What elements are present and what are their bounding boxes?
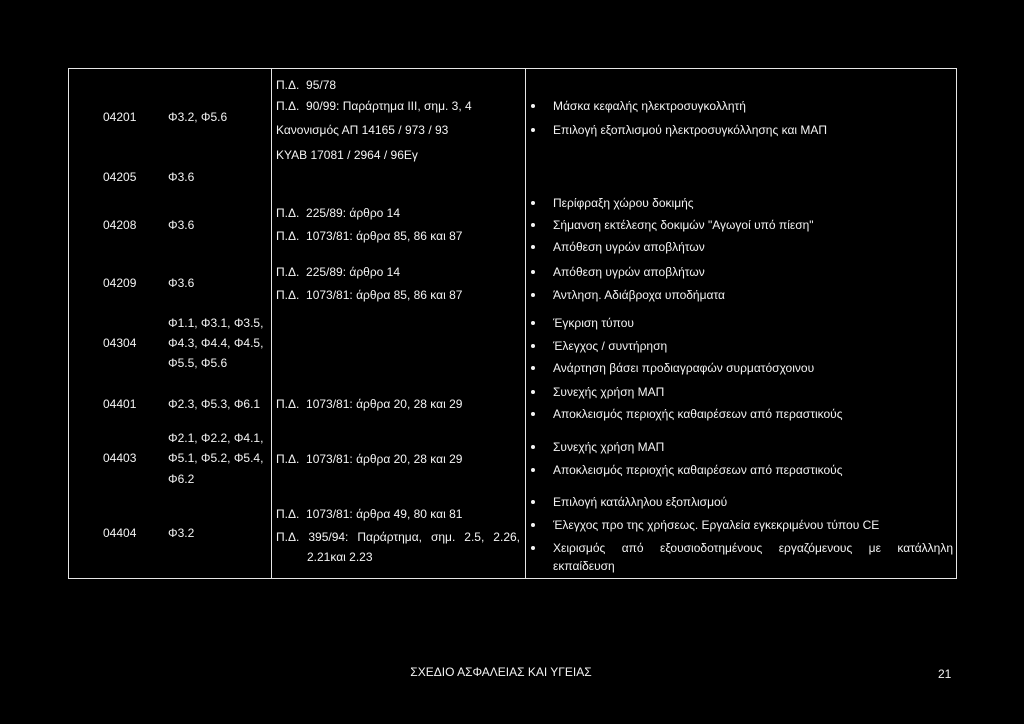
bullet-icon — [531, 500, 535, 504]
measure-item: Έλεγχος / συντήρηση — [553, 339, 668, 353]
row-code: 04208 — [103, 218, 137, 232]
column-divider — [525, 68, 526, 578]
bullet-icon — [531, 468, 535, 472]
row-phase: Φ2.3, Φ5.3, Φ6.1 — [168, 397, 261, 411]
row-phase: Φ1.1, Φ3.1, Φ3.5, — [168, 316, 264, 330]
legislation-line: Π.Δ. 1073/81: άρθρα 49, 80 και 81 — [276, 507, 463, 521]
legislation-line: 2.21και 2.23 — [307, 550, 373, 564]
legislation-line: Π.Δ. 395/94: Παράρτημα, σημ. 2.5, 2.26, — [276, 530, 520, 544]
row-phase: Φ5.1, Φ5.2, Φ5.4, — [168, 451, 264, 465]
measure-item: Άντληση. Αδιάβροχα υποδήματα — [553, 288, 725, 302]
measure-item: Σήμανση εκτέλεσης δοκιμών "Αγωγοί υπό πίεση" — [553, 218, 814, 232]
measure-item: Συνεχής χρήση ΜΑΠ — [553, 440, 665, 454]
row-phase: Φ3.6 — [168, 218, 195, 232]
bullet-icon — [531, 546, 535, 550]
bullet-icon — [531, 245, 535, 249]
row-phase: Φ3.2 — [168, 526, 195, 540]
bullet-icon — [531, 321, 535, 325]
row-code: 04401 — [103, 397, 137, 411]
measure-item-continuation: εκπαίδευση — [553, 559, 615, 573]
legislation-line: Π.Δ. 1073/81: άρθρα 20, 28 και 29 — [276, 452, 463, 466]
row-code: 04403 — [103, 451, 137, 465]
legislation-line: Π.Δ. 1073/81: άρθρα 85, 86 και 87 — [276, 229, 463, 243]
row-phase: Φ3.6 — [168, 170, 195, 184]
measure-item: Απόθεση υγρών αποβλήτων — [553, 265, 705, 279]
row-code: 04304 — [103, 336, 137, 350]
bullet-icon — [531, 390, 535, 394]
measure-item: Συνεχής χρήση ΜΑΠ — [553, 385, 665, 399]
row-phase: Φ2.1, Φ2.2, Φ4.1, — [168, 431, 264, 445]
bullet-icon — [531, 366, 535, 370]
legislation-line: Π.Δ. 90/99: Παράρτημα ΙΙΙ, σημ. 3, 4 — [276, 99, 472, 113]
row-code: 04404 — [103, 526, 137, 540]
legislation-line: Π.Δ. 1073/81: άρθρα 20, 28 και 29 — [276, 397, 463, 411]
bullet-icon — [531, 223, 535, 227]
bullet-icon — [531, 445, 535, 449]
measure-item: Αποκλεισμός περιοχής καθαιρέσεων από περαστικούς — [553, 407, 843, 421]
bullet-icon — [531, 128, 535, 132]
measure-item: Αποκλεισμός περιοχής καθαιρέσεων από περαστικούς — [553, 463, 843, 477]
legislation-line: Π.Δ. 225/89: άρθρο 14 — [276, 206, 401, 220]
bullet-icon — [531, 412, 535, 416]
bullet-icon — [531, 270, 535, 274]
bullet-icon — [531, 344, 535, 348]
measure-item: Έγκριση τύπου — [553, 316, 634, 330]
row-code: 04209 — [103, 276, 137, 290]
legislation-line: ΚΥΑΒ 17081 / 2964 / 96Εγ — [276, 148, 418, 162]
bullet-icon — [531, 523, 535, 527]
legislation-line: Κανονισμός ΑΠ 14165 / 973 / 93 — [276, 123, 449, 137]
measure-item: Μάσκα κεφαλής ηλεκτροσυγκολλητή — [553, 99, 746, 113]
row-phase: Φ3.2, Φ5.6 — [168, 110, 228, 124]
measure-item: Έλεγχος προ της χρήσεως. Εργαλεία εγκεκριμένου τύπου CE — [553, 518, 880, 532]
bullet-icon — [531, 201, 535, 205]
footer-title: ΣΧΕΔΙΟ ΑΣΦΑΛΕΙΑΣ ΚΑΙ ΥΓΕΙΑΣ — [410, 665, 592, 679]
row-code: 04205 — [103, 170, 137, 184]
measure-item: Χειρισμός από εξουσιοδοτημένους εργαζόμενους με κατάλληλη — [553, 541, 953, 555]
row-phase: Φ5.5, Φ5.6 — [168, 356, 228, 370]
measure-item: Επιλογή εξοπλισμού ηλεκτροσυγκόλλησης και ΜΑΠ — [553, 123, 828, 137]
column-divider — [271, 68, 272, 578]
legislation-line: Π.Δ. 225/89: άρθρο 14 — [276, 265, 401, 279]
measure-item: Επιλογή κατάλληλου εξοπλισμού — [553, 495, 728, 509]
row-phase: Φ6.2 — [168, 472, 195, 486]
row-phase: Φ4.3, Φ4.4, Φ4.5, — [168, 336, 264, 350]
page-number: 21 — [938, 667, 952, 681]
row-code: 04201 — [103, 110, 137, 124]
measure-item: Απόθεση υγρών αποβλήτων — [553, 240, 705, 254]
legislation-line: Π.Δ. 95/78 — [276, 78, 337, 92]
legislation-line: Π.Δ. 1073/81: άρθρα 85, 86 και 87 — [276, 288, 463, 302]
bullet-icon — [531, 293, 535, 297]
measure-item: Ανάρτηση βάσει προδιαγραφών συρματόσχοινου — [553, 361, 815, 375]
row-phase: Φ3.6 — [168, 276, 195, 290]
measure-item: Περίφραξη χώρου δοκιμής — [553, 196, 694, 210]
bullet-icon — [531, 104, 535, 108]
